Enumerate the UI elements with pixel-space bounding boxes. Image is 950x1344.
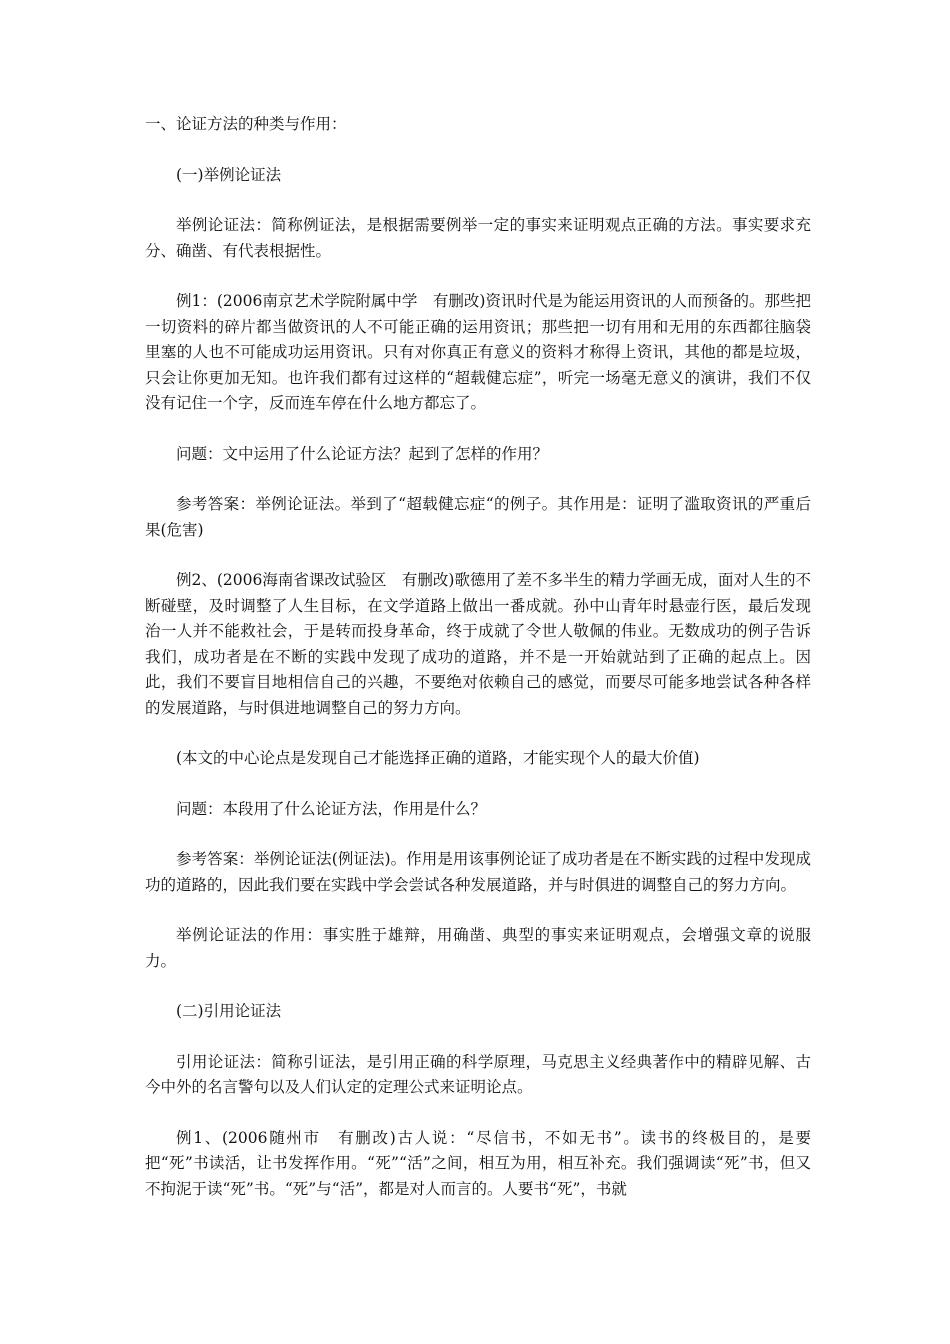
section-heading: 一、论证方法的种类与作用：	[145, 115, 347, 133]
subsection-heading-quotation-argument: (二)引用论证法	[176, 1002, 282, 1020]
answer-1-paragraph: 参考答案：举例论证法。举到了“超载健忘症“的例子。其作用是：证明了滥取资讯的严重后果(危害)	[145, 495, 811, 539]
answer-2-paragraph: 参考答案：举例论证法(例证法)。作用是用该事例论证了成功者是在不断实践的过程中发现成功的道路的，因此我们要在实践中学会尝试各种发展道路，并与时俱进的调整自己的努力方向。	[145, 850, 811, 894]
document-page	[145, 112, 811, 1227]
central-argument-note: (本文的中心论点是发现自己才能选择正确的道路，才能实现个人的最大价值)	[176, 749, 700, 767]
definition-paragraph: 举例论证法：简称例证法，是根据需要例举一定的事实来证明观点正确的方法。事实要求充分、确凿、有代表根据性。	[145, 216, 811, 260]
question-1-paragraph: 问题：文中运用了什么论证方法？起到了怎样的作用？	[176, 444, 549, 463]
example-1-paragraph: 例1：(2006南京艺术学院附属中学 有删改)资讯时代是为能运用资讯的人而预备的。那些把一切资料的碎片都当做资讯的人不可能正确的运用资讯；那些把一切有用和无用的东西都往脑袋里塞的人也不可能成功运用资讯。只有对你真正有意义的资料才称得上资讯，其他的都是垃圾，只会让你更加无知。也许我们都有过这样的“超载健忘症”，听完一场毫无意义的演讲，我们不仅没有记住一个字，反而连车停在什么地方都忘了。	[145, 292, 811, 412]
function-summary-paragraph: 举例论证法的作用：事实胜于雄辩，用确凿、典型的事实来证明观点，会增强文章的说服力。	[145, 926, 811, 970]
quotation-definition-paragraph: 引用论证法：简称引证法，是引用正确的科学原理，马克思主义经典著作中的精辟见解、古今中外的名言警句以及人们认定的定理公式来证明论点。	[145, 1052, 811, 1096]
subsection-heading-example-argument: (一)举例论证法	[176, 165, 282, 184]
example-2-paragraph: 例2、(2006海南省课改试验区 有删改)歌德用了差不多半生的精力学画无成，面对人生的不断碰壁，及时调整了人生目标，在文学道路上做出一番成就。孙中山青年时悬壶行医，最后发现治一人并不能救社会，于是转而投身革命，终于成就了令世人敬佩的伟业。无数成功的例子告诉我们，成功者是在不断的实践中发现了成功的道路，并不是一开始就站到了正确的起点上。因此，我们不要盲目地相信自己的兴趣，不要绝对依赖自己的感觉，而要尽可能多地尝试各种各样的发展道路，与时俱进地调整自己的努力方向。	[145, 571, 811, 717]
quotation-example-1-paragraph: 例1、(2006随州市 有删改)古人说：“尽信书，不如无书”。读书的终极目的，是要把“死”书读活，让书发挥作用。“死”“活”之间，相互为用，相互补充。我们强调读“死”书，但又不拘泥于读“死”书。“死”与“活”，都是对人而言的。人要书“死”，书就	[145, 1128, 811, 1198]
question-2-paragraph: 问题：本段用了什么论证方法，作用是什么？	[176, 799, 487, 818]
